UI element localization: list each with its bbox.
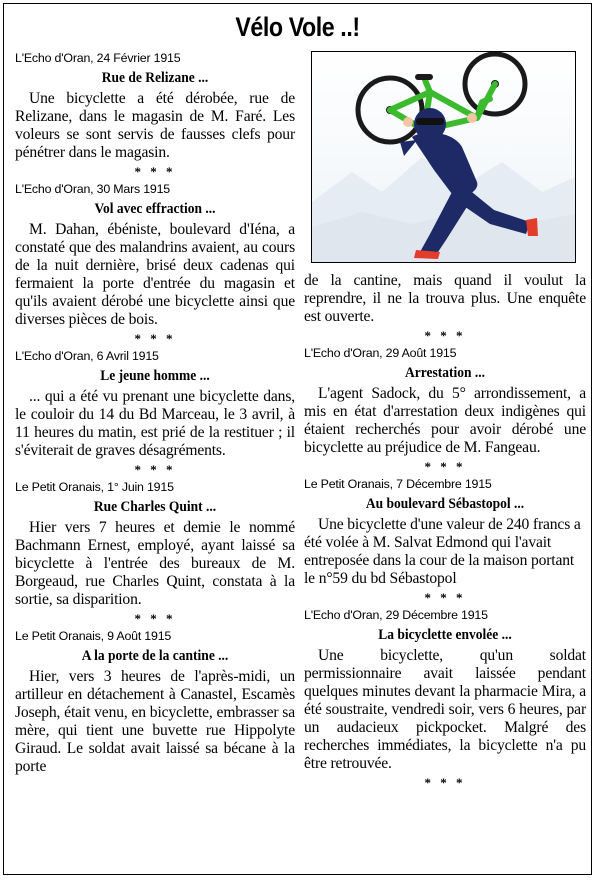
- article-source: Le Petit Oranais, 9 Août 1915: [15, 629, 172, 643]
- article-cantine: [15, 628, 295, 776]
- separator: * * *: [134, 331, 176, 346]
- article-body-continued: de la cantine, mais quand il voulut la reprendre, il ne la trouva plus. Une enquête est ouverte.: [304, 272, 586, 325]
- thief-carrying-bicycle-illustration: [311, 51, 576, 263]
- separator: * * *: [424, 328, 466, 343]
- article-heading: Arrestation ...: [405, 365, 485, 381]
- page-title: Vélo Vole ..!: [235, 12, 360, 42]
- newspaper-page: [3, 3, 592, 875]
- left-column: [15, 50, 295, 776]
- article-source: Le Petit Oranais, 1° Juin 1915: [15, 480, 174, 494]
- article-source: Le Petit Oranais, 7 Décembre 1915: [304, 477, 492, 491]
- article-body: Une bicyclette d'une valeur de 240 francs a été volée à M. Salvat Edmond qui l'avait entreposée dans la cour de la maison portant le n°59 du bd Sébastopol: [304, 516, 581, 587]
- separator: * * *: [134, 462, 176, 477]
- article-source: L'Echo d'Oran, 24 Février 1915: [15, 51, 181, 65]
- separator: * * *: [134, 164, 176, 179]
- article-heading: Le jeune homme ...: [100, 368, 210, 384]
- article-heading: Au boulevard Sébastopol ...: [365, 496, 525, 512]
- article-body: M. Dahan, ébéniste, boulevard d'Iéna, a constaté que des malandrins avaient, au cours de la nuit dernière, brisé deux cadenas qui fermaient la porte d'entrée du magasin et qu'ils avaient dérobé une bicyclette ainsi que diverses pièces de bois.: [15, 221, 295, 328]
- article-arrestation: [304, 345, 586, 457]
- article-source: L'Echo d'Oran, 29 Août 1915: [304, 346, 457, 360]
- article-heading: A la porte de la cantine ...: [81, 648, 229, 664]
- article-body: Une bicyclette, qu'un soldat permissionnaire avait laissée pendant quelques minutes devant la pharmacie Mira, a été soustraite, vendredi soir, vers 6 heures, par un audacieux pickpocket. Malgré des recherches immédiates, la bicyclette n'a pu être retrouvée.: [304, 647, 586, 772]
- article-effraction: [15, 181, 295, 329]
- article-charles-quint: [15, 479, 295, 609]
- article-body: ... qui a été vu prenant une bicyclette dans, le couloir du 14 du Bd Marceau, le 3 avril, à 11 heures du matin, est prié de la restituer ; il s'éviterait de graves désagréments.: [15, 388, 295, 459]
- bicycle-thief-icon: [312, 52, 575, 262]
- article-heading: La bicyclette envolée ...: [378, 627, 512, 643]
- right-column: [304, 272, 586, 792]
- article-heading: Rue de Relizane ...: [101, 70, 209, 86]
- article-envolee: [304, 607, 586, 773]
- separator: * * *: [134, 611, 176, 626]
- article-source: L'Echo d'Oran, 6 Avril 1915: [15, 349, 159, 363]
- article-source: L'Echo d'Oran, 30 Mars 1915: [15, 182, 170, 196]
- separator: * * *: [424, 590, 466, 605]
- article-jeune-homme: [15, 348, 295, 460]
- article-body: Hier vers 7 heures et demie le nommé Bachmann Ernest, employé, ayant laissé sa bicyclette à l'entrée des bureaux de M. Borgeaud, rue Charles Quint, constata à la sortie, sa disparition.: [15, 519, 295, 608]
- separator: * * *: [424, 775, 466, 790]
- separator: * * *: [424, 459, 466, 474]
- article-relizane: [15, 50, 295, 162]
- article-sebastopol: [304, 476, 586, 588]
- article-body: Une bicyclette a été dérobée, rue de Relizane, dans le magasin de M. Faré. Les voleurs se sont servis de fausses clefs pour pénétrer dans le magasin.: [15, 90, 295, 161]
- article-source: L'Echo d'Oran, 29 Décembre 1915: [304, 608, 488, 622]
- article-body: L'agent Sadock, du 5° arrondissement, a mis en état d'arrestation deux indigènes qui étaient recherchés pour avoir dérobé une bicyclette au préjudice de M. Fangeau.: [304, 385, 586, 456]
- article-body: Hier, vers 3 heures de l'après-midi, un artilleur en détachement à Canastel, Escamès Joseph, était venu, en bicyclette, embrasser sa mère, qui tient une buvette rue Hippolyte Giraud. Le soldat avait laissé sa bécane à la porte: [15, 668, 295, 775]
- article-heading: Vol avec effraction ...: [94, 201, 216, 217]
- article-heading: Rue Charles Quint ...: [93, 499, 217, 515]
